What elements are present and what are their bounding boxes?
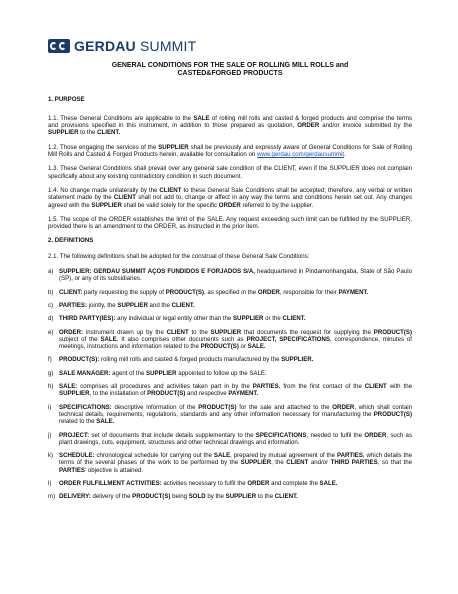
definition-label: a) — [48, 268, 54, 276]
definition-text: ORDER FULFILLMENT ACTIVITIES: activities necessary to fulfil the ORDER and complete the SALE. — [59, 479, 338, 487]
definition-label: d) — [48, 315, 54, 323]
definition-item — [48, 315, 412, 322]
definition-text: SPECIFICATIONS: descriptive information of the PRODUCT(S) for the sale and attached to the ORDER, which shall contain technical details, requirements, regulations, standards and any other information necessary for manufacturing the PRODUCT(S) related to the SALE. — [59, 403, 412, 426]
definition-label: l) — [48, 479, 52, 487]
definition-item — [48, 480, 412, 487]
definition-text: SALE MANAGER: agent of the SUPPLIER appointed to follow up the SALE. — [59, 369, 267, 377]
definition-text: SUPPLIER: GERDAU SUMMIT AÇOS FUNDIDOS E FORJADOS S/A, headquartered in Pindamonhangaba, State of São Paulo (SP), or any of its subsidiaries. — [59, 268, 412, 283]
definition-text: SCHEDULE: chronological schedule for carrying out the SALE, prepared by mutual agreement of the PARTIES, which details the terms of the several phases of the work to be performed by the SUPPLIER, the CLIENT and/or THIRD PARTIES, so that the PARTIES' objective is attained. — [59, 452, 412, 474]
definition-text: ORDER: instrument drawn up by the CLIENT to the SUPPLIER that documents the request for supplying the PRODUCT(S) subject of the SALE. It also comprises other documents such as PROJECT, SPECIFICATIONS, correspondence, minutes of meetings, instructions and information related to the PRODUCT(S) or SALE. — [59, 328, 413, 351]
definition-label: g) — [48, 369, 54, 377]
definition-label: j) — [48, 431, 52, 439]
paragraph-1-3: 1.3. These General Conditions shall prevail over any general sale condition of the CLIENT, even if the SUPPLIER does not complain specifically about any existing contradictory condition in such document. — [48, 165, 412, 180]
definition-item — [48, 268, 412, 283]
paragraph-1-5: 1.5. The scope of the ORDER establishes the limit of the SALE. Any request exceeding such limit can be fulfilled by the SUPPLIER, provided there is an amendment to the ORDER, as instructed in the prior item. — [48, 215, 412, 231]
section-heading-purpose: 1. PURPOSE — [48, 95, 85, 103]
definition-text: PARTIES: jointly, the SUPPLIER and the CLIENT. — [59, 301, 195, 309]
definition-label: b) — [48, 288, 54, 296]
definition-item — [48, 370, 412, 377]
definition-label: e) — [48, 328, 54, 336]
section-heading-definitions: 2. DEFINITIONS — [48, 237, 94, 245]
paragraph-1-1: 1.1. These General Conditions are applicable to the SALE of rolling mill rolls and casted & forged products and comprise the terms and provisions specified in this instrument, in addition to those prepared as quotation, ORDER and/or invoice submitted by the SUPPLIER to the CLIENT. — [48, 114, 413, 137]
definition-label: k) — [48, 452, 54, 460]
definition-label: f) — [48, 356, 52, 364]
definitions-list — [48, 268, 412, 501]
definition-item — [48, 302, 412, 309]
gerdau-logo-icon — [48, 39, 70, 53]
definition-text: PROJECT: set of documents that include details supplementary to the SPECIFICATIONS, needed to fulfil the ORDER, such as plant drawings, cuts, equipment, structures and other technical drawings and information. — [59, 431, 412, 446]
definition-item — [48, 289, 412, 296]
document-title: GENERAL CONDITIONS FOR THE SALE OF ROLLING MILL ROLLS and CASTED&FORGED PRODUCTS — [111, 62, 349, 78]
definition-text: SALE: comprises all procedures and activities taken part in by the PARTIES, from the first contact of the CLIENT with the SUPPLIER, to the installation of PRODUCT(S) and respective PAYMENT. — [59, 383, 412, 398]
definition-label: i) — [48, 403, 52, 411]
definition-item — [48, 432, 412, 447]
paragraph-1-2: 1.2. Those engaging the services of the SUPPLIER shall be previously and expressly aware of General Conditions for Sale of Rolling Mill Rolls and Casted & Forged Products herein, available for consultation on www.gerdau.com/gerdausummit. — [48, 143, 412, 159]
definition-item — [48, 452, 412, 474]
definition-item — [48, 404, 412, 426]
definitions-intro: 2.1. The following definitions shall be adopted for the construal of these General Sale Conditions: — [48, 252, 310, 260]
definition-label: m) — [48, 493, 56, 501]
website-link[interactable]: www.gerdau.com/gerdausummit — [257, 151, 345, 159]
definition-item — [48, 383, 412, 398]
definition-text: CLIENT: party requesting the supply of PRODUCT(S), as specified in the ORDER, responsible for their PAYMENT. — [59, 288, 369, 296]
definition-label: c) — [48, 301, 54, 309]
definition-item — [48, 356, 412, 363]
definition-item — [48, 493, 412, 500]
definition-text: THIRD PARTY(IES): any individual or legal entity other than the SUPPLIER or the CLIENT. — [59, 315, 306, 323]
document-body — [48, 62, 412, 507]
definition-text: PRODUCT(S): rolling mill rolls and casted & forged products manufactured by the SUPPLIER. — [59, 356, 314, 364]
gerdau-summit-logo — [48, 36, 196, 56]
definition-text: DELIVERY: delivery of the PRODUCT(S) being SOLD by the SUPPLIER to the CLIENT. — [59, 493, 298, 501]
logo-text: GERDAU SUMMIT — [74, 38, 197, 54]
paragraph-1-4: 1.4. No change made unilaterally by the CLIENT to these General Sale Conditions shall be accepted; therefore, any verbal or written statement made by the CLIENT shall not add to, change or affect in any way the terms and conditions herein set out. Any changes agreed with the SUPPLIER shall be valid solely for the specific ORDER referred to by the supplier. — [48, 186, 413, 209]
definition-label: h) — [48, 383, 54, 391]
definition-item — [48, 329, 412, 351]
